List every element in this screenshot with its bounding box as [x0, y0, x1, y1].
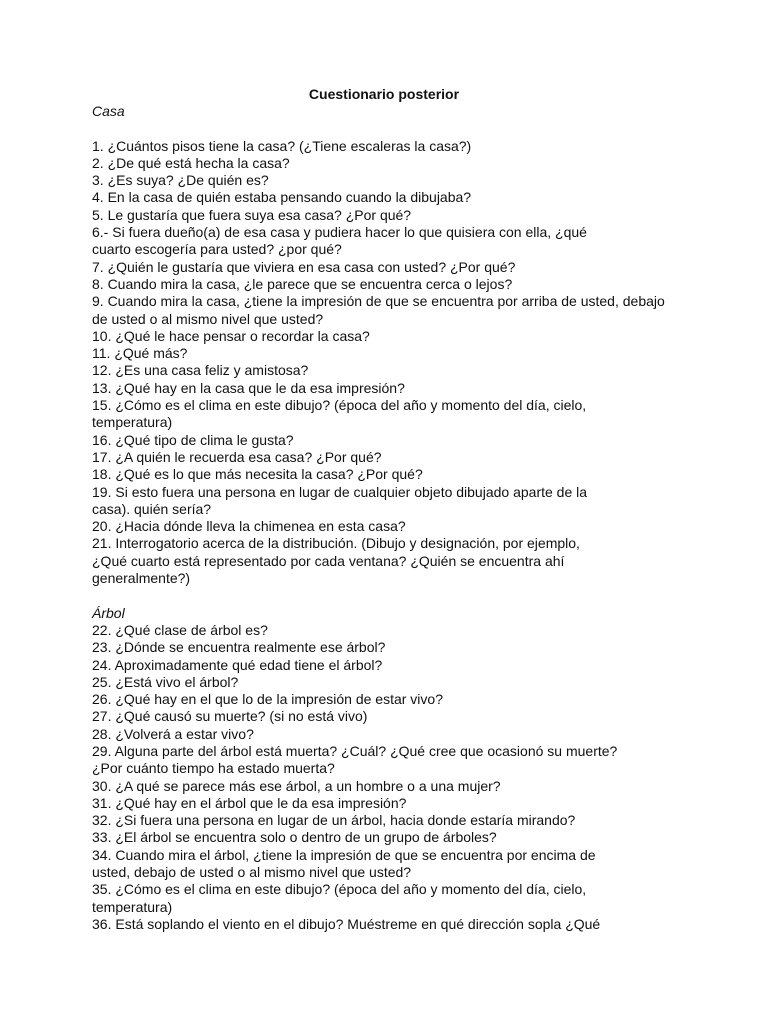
- question-line: generalmente?): [92, 570, 191, 587]
- question-line: 7. ¿Quién le gustaría que viviera en esa casa con usted? ¿Por qué?: [92, 258, 516, 275]
- question-line: ¿Por cuánto tiempo ha estado muerta?: [92, 760, 335, 777]
- section-heading-casa: Casa: [92, 103, 125, 119]
- question-line: 11. ¿Qué más?: [92, 345, 188, 362]
- question-line: 2. ¿De qué está hecha la casa?: [92, 154, 290, 171]
- question-line: 8. Cuando mira la casa, ¿le parece que se encuentra cerca o lejos?: [92, 275, 513, 292]
- blank-line: [92, 587, 692, 604]
- casa-question-list: [92, 138, 692, 588]
- question-line: 25. ¿Está vivo el árbol?: [92, 673, 239, 690]
- document-title: Cuestionario posterior: [308, 86, 460, 102]
- question-line: 16. ¿Qué tipo de clima le gusta?: [92, 431, 294, 448]
- question-line: 35. ¿Cómo es el clima en este dibujo? (época del año y momento del día, cielo,: [92, 881, 587, 898]
- question-line: 23. ¿Dónde se encuentra realmente ese árbol?: [92, 639, 386, 656]
- question-line: 10. ¿Qué le hace pensar o recordar la casa?: [92, 327, 370, 344]
- question-line: casa). quién sería?: [92, 500, 212, 517]
- question-line: temperatura): [92, 898, 173, 915]
- question-line: temperatura): [92, 414, 173, 431]
- question-line: 27. ¿Qué causó su muerte? (si no está vivo): [92, 708, 368, 725]
- question-line: usted, debajo de usted o al mismo nivel que usted?: [92, 864, 412, 881]
- question-line: 26. ¿Qué hay en el que lo de la impresión de estar vivo?: [92, 691, 443, 708]
- question-line: 31. ¿Qué hay en el árbol que le da esa impresión?: [92, 794, 407, 811]
- question-line: 36. Está soplando el viento en el dibujo? Muéstreme en qué dirección sopla ¿Qué: [92, 915, 601, 932]
- questionnaire-body: [92, 103, 692, 933]
- question-line: 33. ¿El árbol se encuentra solo o dentro de un grupo de árboles?: [92, 829, 497, 846]
- question-line: 21. Interrogatorio acerca de la distribución. (Dibujo y designación, por ejemplo,: [92, 535, 580, 552]
- question-line: 6.- Si fuera dueño(a) de esa casa y pudiera hacer lo que quisiera con ella, ¿qué: [92, 224, 587, 241]
- question-line: 4. En la casa de quién estaba pensando cuando la dibujaba?: [92, 189, 472, 206]
- question-line: 13. ¿Qué hay en la casa que le da esa impresión?: [92, 379, 405, 396]
- question-line: 18. ¿Qué es lo que más necesita la casa? ¿Por qué?: [92, 466, 423, 483]
- question-line: 3. ¿Es suya? ¿De quién es?: [92, 172, 269, 189]
- blank-line: [92, 120, 692, 137]
- question-line: 12. ¿Es una casa feliz y amistosa?: [92, 362, 309, 379]
- question-line: 19. Si esto fuera una persona en lugar de cualquier objeto dibujado aparte de la: [92, 483, 588, 500]
- question-line: 28. ¿Volverá a estar vivo?: [92, 725, 254, 742]
- question-line: cuarto escogería para usted? ¿por qué?: [92, 241, 342, 258]
- question-line: 24. Aproximadamente qué edad tiene el árbol?: [92, 656, 383, 673]
- question-line: 34. Cuando mira el árbol, ¿tiene la impresión de que se encuentra por encima de: [92, 846, 596, 863]
- question-line: 30. ¿A qué se parece más ese árbol, a un hombre o a una mujer?: [92, 777, 501, 794]
- question-line: 29. Alguna parte del árbol está muerta? ¿Cuál? ¿Qué cree que ocasionó su muerte?: [92, 742, 618, 759]
- question-line: de usted o al mismo nivel que usted?: [92, 310, 324, 327]
- question-line: 5. Le gustaría que fuera suya esa casa? ¿Por qué?: [92, 206, 412, 223]
- question-line: 22. ¿Qué clase de árbol es?: [92, 621, 268, 638]
- question-line: ¿Qué cuarto está representado por cada ventana? ¿Quién se encuentra ahí: [92, 552, 565, 569]
- question-line: 15. ¿Cómo es el clima en este dibujo? (época del año y momento del día, cielo,: [92, 397, 587, 414]
- question-line: 20. ¿Hacia dónde lleva la chimenea en esta casa?: [92, 518, 406, 535]
- arbol-question-list: [92, 622, 692, 933]
- question-line: 17. ¿A quién le recuerda esa casa? ¿Por qué?: [92, 448, 382, 465]
- question-line: 32. ¿Si fuera una persona en lugar de un árbol, hacia donde estaría mirando?: [92, 812, 576, 829]
- section-heading-arbol: Árbol: [92, 604, 125, 621]
- question-line: 1. ¿Cuántos pisos tiene la casa? (¿Tiene escaleras la casa?): [92, 137, 472, 154]
- question-line: 9. Cuando mira la casa, ¿tiene la impresión de que se encuentra por arriba de usted, debajo: [92, 293, 665, 310]
